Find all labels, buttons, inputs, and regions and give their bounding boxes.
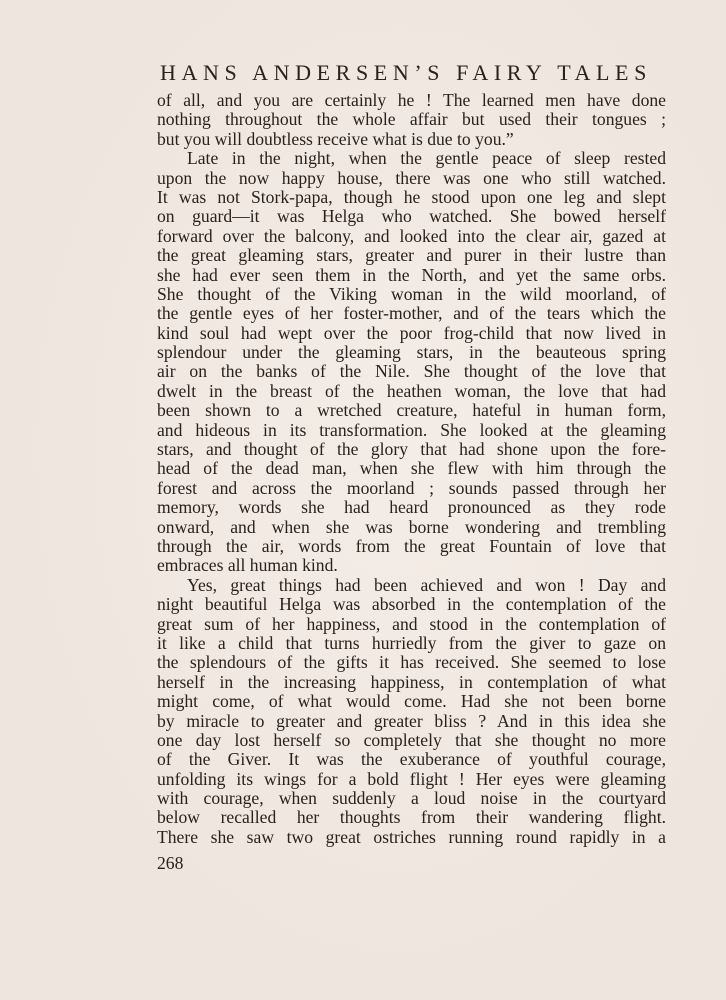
text-line: head of the dead man, when she flew with him through the [157,458,666,479]
text-line: dwelt in the breast of the heathen woman, the love that had [157,380,666,401]
text-line: She thought of the Viking woman in the wild moorland, of [157,283,666,304]
body-text [157,91,666,847]
text-line: splendour under the gleaming stars, in the beauteous spring [157,342,666,363]
text-line: it like a child that turns hurriedly from the giver to gaze on [157,632,666,653]
text-line: she had ever seen them in the North, and yet the same orbs. [157,264,666,285]
text-line: one day lost herself so completely that she thought no more [157,729,666,750]
text-line: embraces all human kind. [157,555,338,576]
text-line: great sum of her happiness, and stood in the contemplation of [157,613,666,634]
text-line: herself in the increasing happiness, in contemplation of what [157,671,666,692]
text-line: night beautiful Helga was absorbed in the contemplation of the [157,594,666,615]
text-line: the gentle eyes of her foster-mother, and of the tears which the [157,303,666,324]
text-line: It was not Stork-papa, though he stood upon one leg and slept [157,186,666,207]
text-line: below recalled her thoughts from their wandering flight. [157,807,666,828]
text-line: kind soul had wept over the poor frog-child that now lived in [157,322,666,343]
text-line: unfolding its wings for a bold flight ! Her eyes were gleaming [157,768,666,789]
text-line: nothing throughout the whole affair but used their tongues ; [157,109,666,130]
text-line: stars, and thought of the glory that had shone upon the fore- [157,439,666,460]
text-line: and hideous in its transformation. She looked at the gleaming [157,419,666,440]
text-line: might come, of what would come. Had she not been borne [157,691,666,712]
text-line: of the Giver. It was the exuberance of youthful courage, [157,749,666,770]
text-line: memory, words she had heard pronounced as they rode [157,497,666,518]
text-line: upon the now happy house, there was one who still watched. [157,167,666,188]
text-line: of all, and you are certainly he ! The learned men have done [157,90,666,110]
text-line: the great gleaming stars, greater and purer in their lustre than [157,245,666,266]
text-line: but you will doubtless receive what is due to you.” [157,128,514,149]
text-line: There she saw two great ostriches running round rapidly in a [157,826,666,847]
text-line: Yes, great things had been achieved and won ! Day and [187,574,666,595]
text-line: onward, and when she was borne wondering and trembling [157,516,666,537]
text-line: by miracle to greater and greater bliss ? And in this idea she [157,710,666,731]
text-line: Late in the night, when the gentle peace of sleep rested [187,148,666,169]
text-line: forward over the balcony, and looked into the clear air, gazed at [157,225,666,246]
text-line: with courage, when suddenly a loud noise in the courtyard [157,788,666,809]
text-line: on guard—it was Helga who watched. She bowed herself [157,206,666,227]
text-line: forest and across the moorland ; sounds passed through her [157,477,666,498]
text-line: air on the banks of the Nile. She thought of the love that [157,361,666,382]
text-line: the splendours of the gifts it has received. She seemed to lose [157,652,666,673]
text-line: through the air, words from the great Fountain of love that [157,535,666,556]
page-number: 268 [157,853,184,873]
text-line: been shown to a wretched creature, hateful in human form, [157,400,666,421]
running-head: HANS ANDERSEN’S FAIRY TALES [160,60,652,85]
